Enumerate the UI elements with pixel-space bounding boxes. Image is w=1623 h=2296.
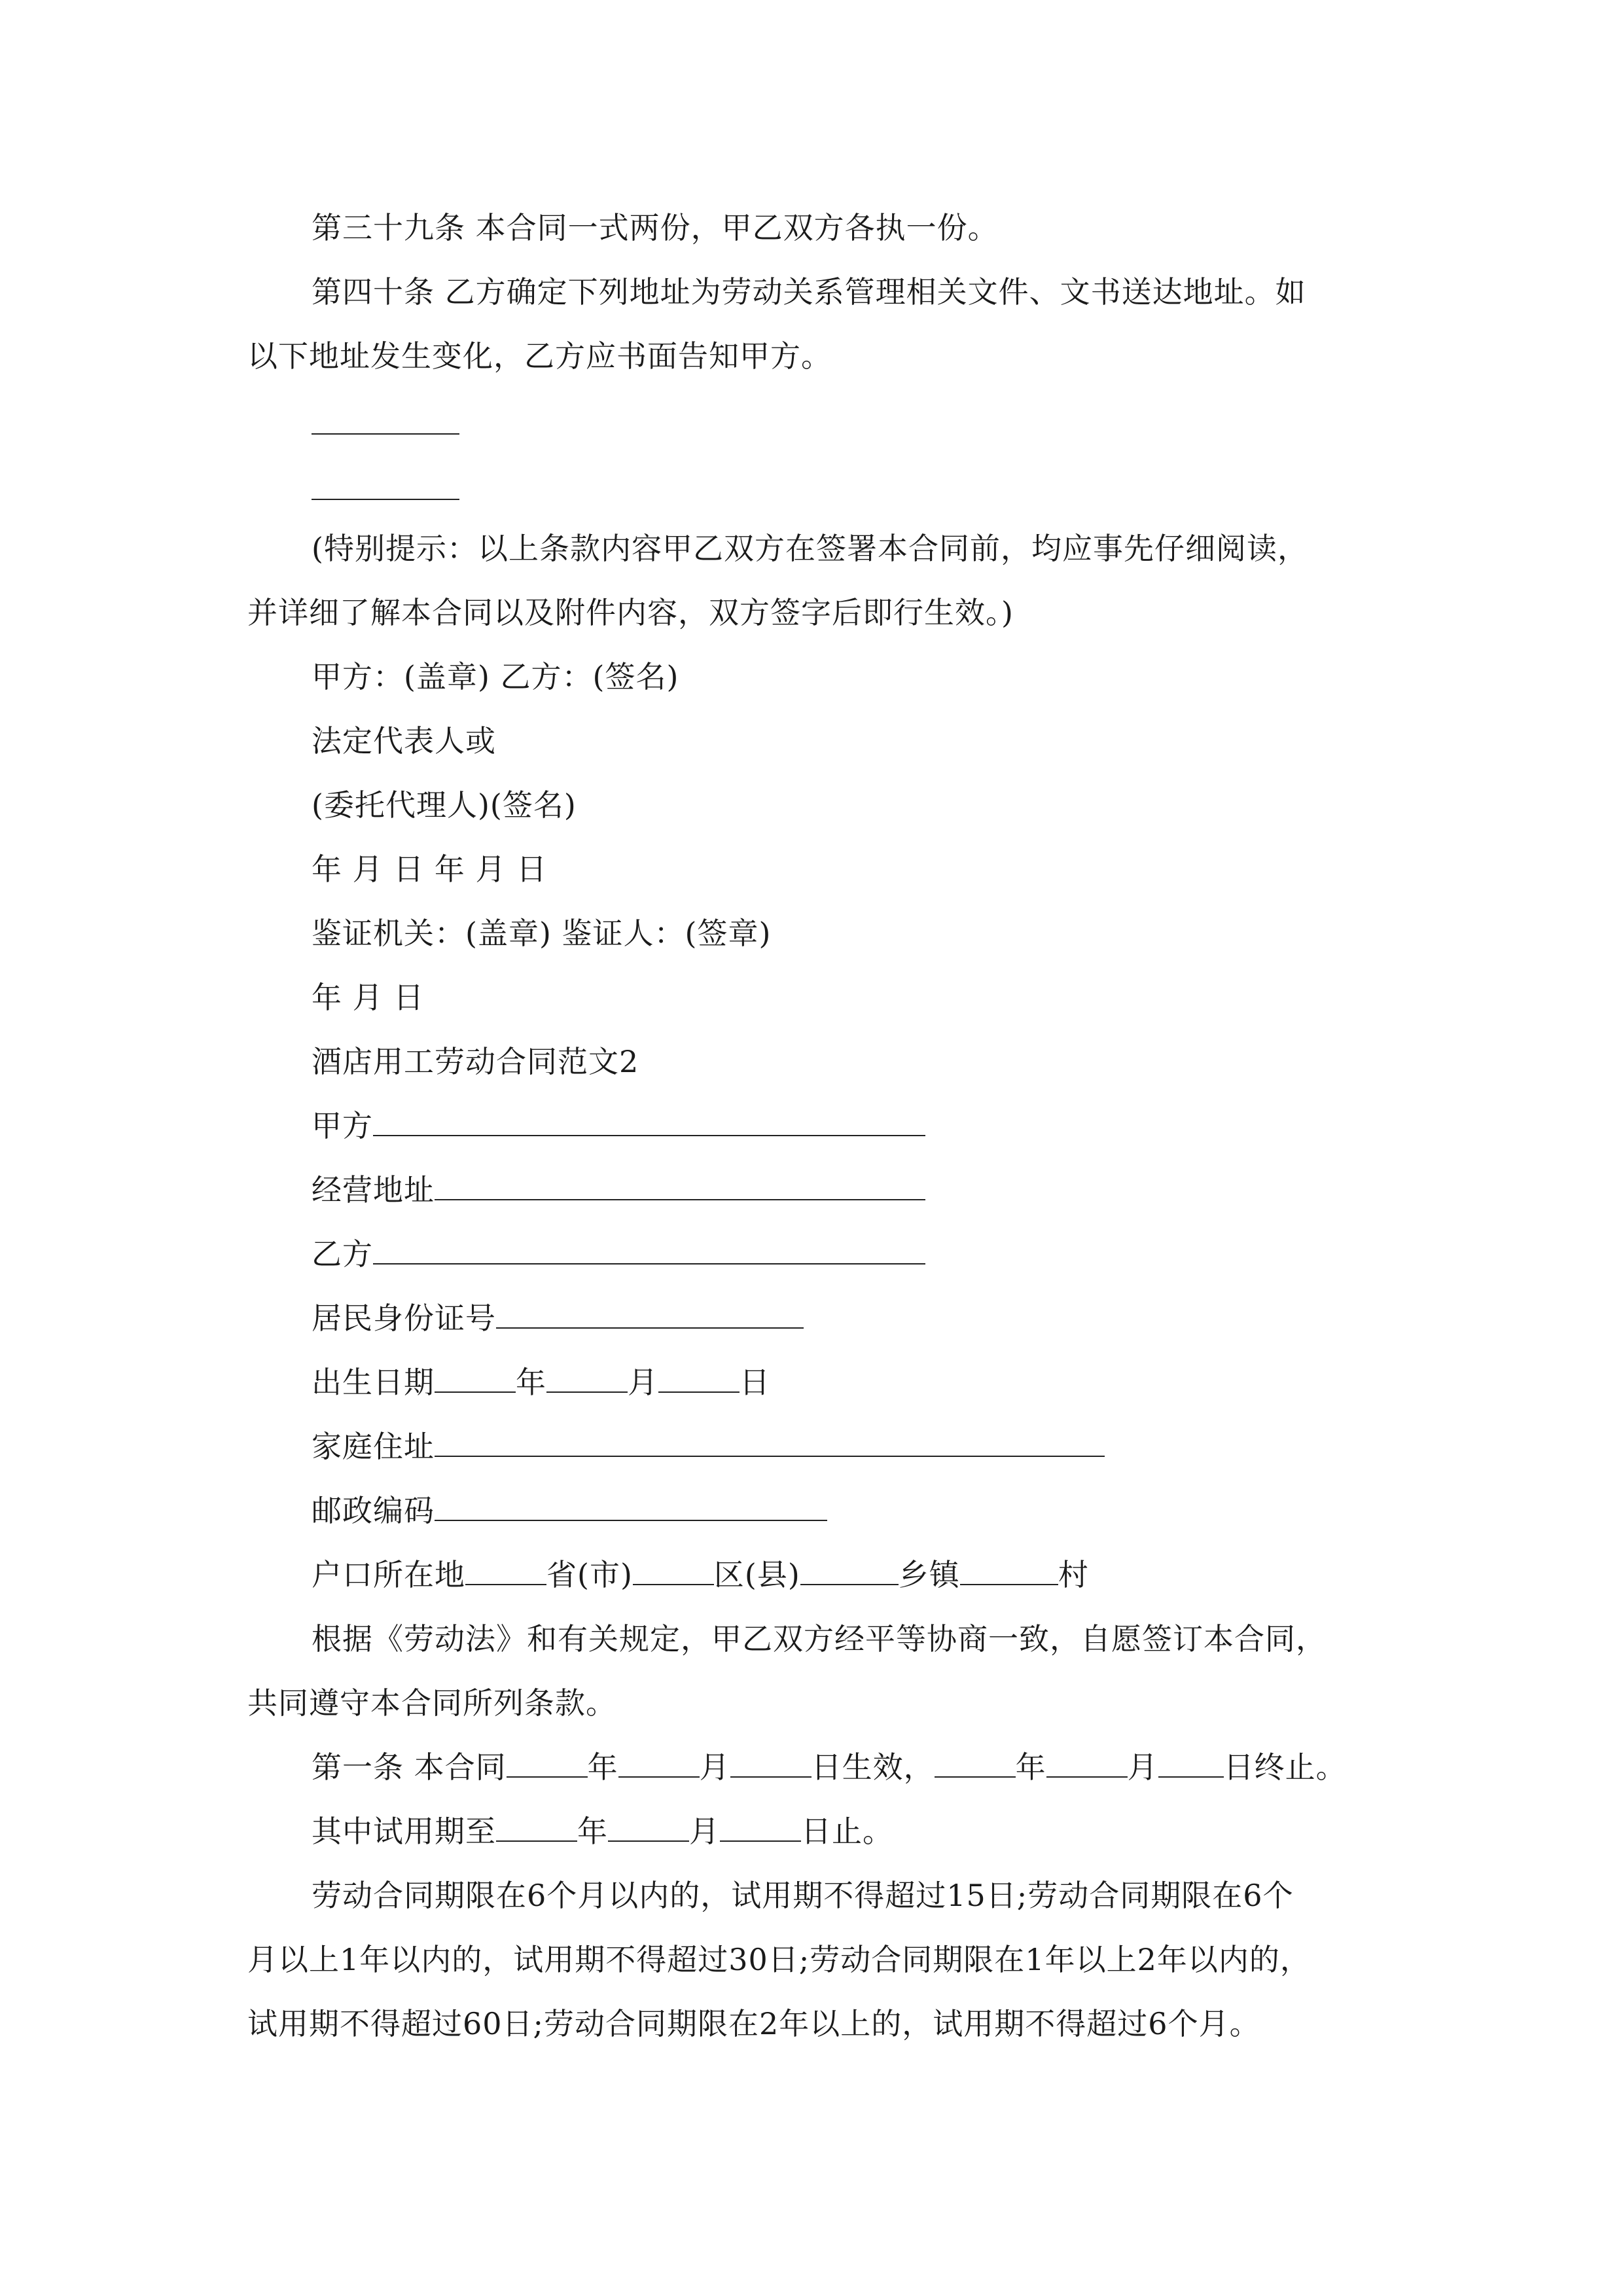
authorized-agent: (委托代理人)(签名) (312, 787, 577, 823)
business-address-label: 经营地址 (312, 1172, 435, 1208)
article-39: 第三十九条 本合同一式两份，甲乙双方各执一份。 (312, 210, 999, 245)
home-address-blank (435, 1427, 1105, 1457)
probation-rules-line-1: 劳动合同期限在6个月以内的，试用期不得超过15日;劳动合同期限在6个 (312, 1878, 1294, 1913)
field-home-address (312, 1427, 1105, 1466)
postal-code-label: 邮政编码 (312, 1493, 435, 1528)
village-label: 村 (1058, 1557, 1089, 1592)
township-label: 乡镇 (898, 1557, 960, 1592)
end-day-blank (1158, 1748, 1224, 1778)
special-notice-line-1: (特别提示：以上条款内容甲乙双方在签署本合同前，均应事先仔细阅读， (312, 531, 1308, 566)
field-party-b (312, 1234, 925, 1274)
end-day-label: 日终止。 (1223, 1749, 1347, 1785)
birth-date-label: 出生日期 (312, 1365, 435, 1400)
article-1-label: 第一条 本合同 (312, 1749, 507, 1785)
contract-title-2: 酒店用工劳动合同范文2 (312, 1044, 639, 1079)
start-month-blank (618, 1748, 700, 1778)
probation-year-label: 年 (577, 1814, 608, 1849)
end-year-blank (935, 1748, 1016, 1778)
start-year-blank (507, 1748, 588, 1778)
start-day-blank (730, 1748, 812, 1778)
province-label: 省(市) (546, 1557, 633, 1592)
probation-rules-line-2: 月以上1年以内的，试用期不得超过30日;劳动合同期限在1年以上2年以内的， (247, 1942, 1311, 1977)
postal-code-blank (435, 1491, 827, 1521)
birth-day-label: 日 (740, 1365, 770, 1400)
district-label: 区(县) (713, 1557, 800, 1592)
signature-dates: 年 月 日 年 月 日 (312, 852, 548, 887)
party-b-blank (373, 1234, 925, 1265)
preamble-line-1: 根据《劳动法》和有关规定，甲乙双方经平等协商一致，自愿签订本合同， (312, 1621, 1327, 1657)
start-day-label: 日生效， (811, 1749, 935, 1785)
verification-date: 年 月 日 (312, 980, 425, 1015)
probation-month-label: 月 (689, 1814, 720, 1849)
business-address-blank (435, 1170, 925, 1200)
id-number-blank (496, 1299, 804, 1329)
probation-month-blank (608, 1812, 689, 1842)
party-a-label: 甲方 (312, 1108, 373, 1143)
probation-day-blank (720, 1812, 801, 1842)
start-year-label: 年 (587, 1749, 618, 1785)
district-blank (633, 1555, 714, 1585)
start-month-label: 月 (699, 1749, 730, 1785)
end-month-label: 月 (1127, 1749, 1158, 1785)
preamble-line-2: 共同遵守本合同所列条款。 (247, 1685, 616, 1721)
address-blank-2 (312, 499, 459, 500)
birth-year-blank (435, 1363, 516, 1393)
article-40-line-1: 第四十条 乙方确定下列地址为劳动关系管理相关文件、文书送达地址。如 (312, 274, 1306, 310)
probation-rules-line-3: 试用期不得超过60日;劳动合同期限在2年以上的，试用期不得超过6个月。 (247, 2006, 1260, 2041)
home-address-label: 家庭住址 (312, 1429, 435, 1464)
field-party-a (312, 1106, 925, 1145)
birth-month-label: 月 (628, 1365, 658, 1400)
verification-authority: 鉴证机关：(盖章) 鉴证人：(签章) (312, 916, 772, 951)
probation-year-blank (496, 1812, 577, 1842)
article-1-term (312, 1748, 1347, 1787)
household-label: 户口所在地 (312, 1557, 465, 1592)
field-household-registration (312, 1555, 1089, 1594)
article-40-line-2: 以下地址发生变化，乙方应书面告知甲方。 (247, 338, 832, 374)
signature-parties: 甲方：(盖章) 乙方：(签名) (312, 659, 679, 694)
special-notice-line-2: 并详细了解本合同以及附件内容，双方签字后即行生效。) (247, 595, 1014, 630)
party-a-blank (373, 1106, 925, 1136)
end-month-blank (1046, 1748, 1128, 1778)
probation-term (312, 1812, 893, 1851)
province-blank (465, 1555, 546, 1585)
field-postal-code (312, 1491, 827, 1530)
party-b-label: 乙方 (312, 1236, 373, 1272)
township-blank (800, 1555, 899, 1585)
probation-day-label: 日止。 (801, 1814, 893, 1849)
probation-label: 其中试用期至 (312, 1814, 496, 1849)
legal-representative: 法定代表人或 (312, 723, 496, 759)
field-birth-date (312, 1363, 770, 1402)
field-business-address (312, 1170, 925, 1210)
end-year-label: 年 (1015, 1749, 1046, 1785)
field-id-number (312, 1299, 804, 1338)
address-blank-1 (312, 433, 459, 435)
birth-year-label: 年 (516, 1365, 546, 1400)
birth-month-blank (546, 1363, 628, 1393)
birth-day-blank (658, 1363, 740, 1393)
id-number-label: 居民身份证号 (312, 1300, 496, 1336)
village-blank (960, 1555, 1058, 1585)
